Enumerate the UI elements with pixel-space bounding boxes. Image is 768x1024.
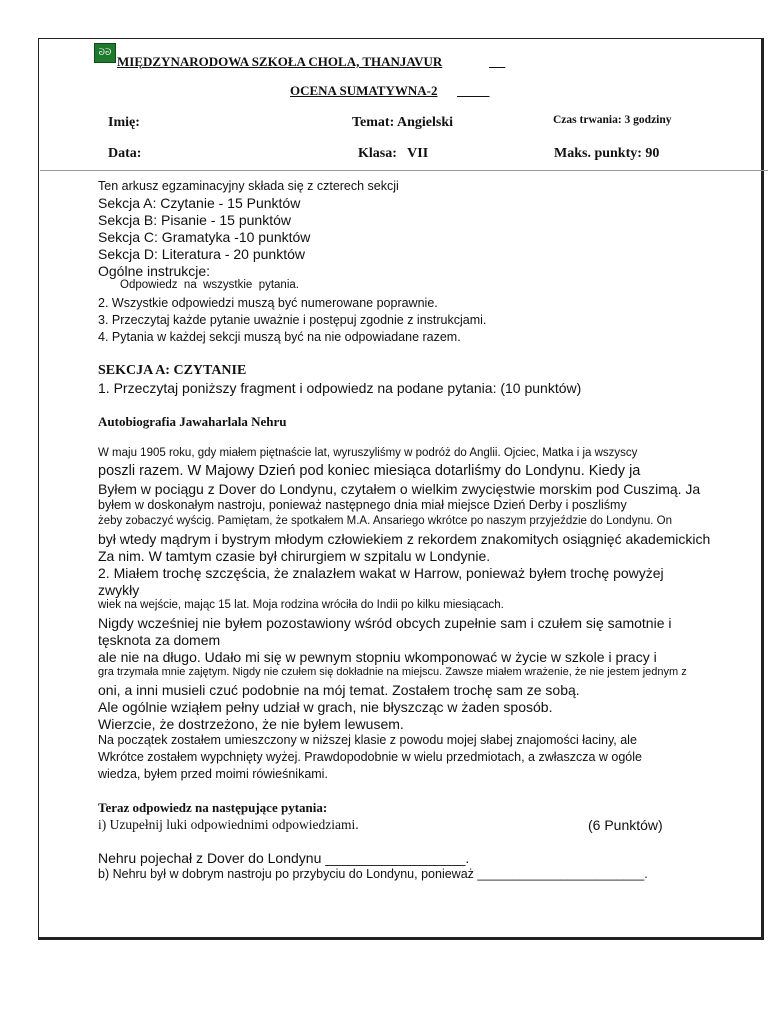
passage-line: Ale ogólnie wziąłem pełny udział w grach, nie błyszcząc w żaden sposób. xyxy=(98,699,553,715)
instruction-item: Odpowiedz na wszystkie pytania. xyxy=(120,279,299,291)
assessment-title: OCENA SUMATYWNA-2 xyxy=(290,83,438,98)
section-summary-b: Sekcja B: Pisanie - 15 punktów xyxy=(98,212,291,228)
passage-line: 2. Miałem trochę szczęścia, że znalazłem wakat w Harrow, ponieważ byłem trochę powyżej xyxy=(98,565,664,581)
duration-label: Czas trwania: 3 godziny xyxy=(553,114,672,126)
passage-line: wiek na wejście, mając 15 lat. Moja rodzina wróciła do Indii po kilku miesiącach. xyxy=(98,599,504,611)
passage-line: Na początek zostałem umieszczony w niższej klasie z powodu mojej słabej znajomości łaciny, ale xyxy=(98,733,637,747)
passage-line: Byłem w pociągu z Dover do Londynu, czytałem o wielkim zwycięstwie morskim pod Cuszimą. Ja xyxy=(98,481,701,497)
name-label: Imię: xyxy=(108,115,140,130)
passage-line: Nigdy wcześniej nie byłem pozostawiony wśród obcych zupełnie sam i czułem się samotnie i xyxy=(98,615,672,631)
passage-line: gra trzymała mnie zajętym. Nigdy nie czułem się dokładnie na miejscu. Zawsze miałem wrażenie, że nie jestem jednym z xyxy=(98,666,687,678)
question-a: Nehru pojechał z Dover do Londynu __________________. xyxy=(98,850,470,866)
section-a-task: 1. Przeczytaj poniższy fragment i odpowiedz na podane pytania: (10 punktów) xyxy=(98,380,582,396)
passage-line: oni, a inni musieli czuć podobnie na mój temat. Zostałem trochę sam ze sobą. xyxy=(98,682,580,698)
header-divider xyxy=(40,170,768,171)
question-b: b) Nehru był w dobrym nastroju po przybyciu do Londynu, ponieważ ________________________. xyxy=(98,867,648,881)
passage-line: Wierzcie, że dostrzeżono, że nie byłem lewusem. xyxy=(98,716,404,732)
passage-line: ale nie na długo. Udało mi się w pewnym stopniu wkomponować w życie w szkole i pracy i xyxy=(98,649,657,665)
passage-line: zwykły xyxy=(98,582,140,598)
school-name-underline-tail xyxy=(489,54,505,70)
max-points-label: Maks. punkty: 90 xyxy=(554,146,660,161)
passage-line: poszli razem. W Majowy Dzień pod koniec miesiąca dotarliśmy do Londynu. Kiedy ja xyxy=(98,463,641,479)
instructions-title: Ogólne instrukcje: xyxy=(98,263,211,279)
passage-line: Za nim. W tamtym czasie był chirurgiem w szpitalu w Londynie. xyxy=(98,548,491,564)
class-label: Klasa: VII xyxy=(358,146,429,161)
passage-line: Wkrótce zostałem wypchnięty wyżej. Prawdopodobnie w wielu przedmiotach, a zwłaszcza w ogóle xyxy=(98,750,642,764)
date-label: Data: xyxy=(108,146,142,161)
school-logo-icon: ᘐᘐ xyxy=(94,43,116,63)
assessment-title-underline-tail xyxy=(457,83,490,99)
passage-line: tęsknota za domem xyxy=(98,632,221,648)
passage-line: był wtedy mądrym i bystrym młodym człowiekiem z rekordem znakomitych osiągnięć akademickich xyxy=(98,531,711,547)
instruction-item: 2. Wszystkie odpowiedzi muszą być numerowane poprawnie. xyxy=(98,296,438,310)
question-1-points: (6 Punktów) xyxy=(588,817,663,833)
section-summary-d: Sekcja D: Literatura - 20 punktów xyxy=(98,246,305,262)
section-summary-c: Sekcja C: Gramatyka -10 punktów xyxy=(98,229,311,245)
school-name: MIĘDZYNARODOWA SZKOŁA CHOLA, THANJAVUR xyxy=(117,54,443,69)
subject-label: Temat: Angielski xyxy=(352,115,453,130)
section-a-title: SEKCJA A: CZYTANIE xyxy=(98,363,247,378)
passage-title: Autobiografia Jawaharlala Nehru xyxy=(98,414,287,429)
section-summary-a: Sekcja A: Czytanie - 15 Punktów xyxy=(98,195,301,211)
passage-line: wiedza, byłem przed moimi rówieśnikami. xyxy=(98,767,328,781)
instruction-item: 3. Przeczytaj każde pytanie uważnie i postępuj zgodnie z instrukcjami. xyxy=(98,313,487,327)
passage-line: W maju 1905 roku, gdy miałem piętnaście lat, wyruszyliśmy w podróż do Anglii. Ojciec, Matka i ja wszyscy xyxy=(98,447,638,459)
questions-heading: Teraz odpowiedz na następujące pytania: xyxy=(98,800,328,815)
instruction-item: 4. Pytania w każdej sekcji muszą być na nie odpowiadane razem. xyxy=(98,330,461,344)
intro-lead: Ten arkusz egzaminacyjny składa się z czterech sekcji xyxy=(98,179,399,193)
passage-line: żeby zobaczyć wyścig. Pamiętam, że spotkałem M.A. Ansariego wkrótce po naszym przyjeździe do Londynu. On xyxy=(98,515,672,527)
passage-line: byłem w doskonałym nastroju, ponieważ następnego dnia miał miejsce Dzień Derby i poszliśmy xyxy=(98,498,627,512)
question-1-label: i) Uzupełnij luki odpowiednimi odpowiedziami. xyxy=(98,817,359,832)
